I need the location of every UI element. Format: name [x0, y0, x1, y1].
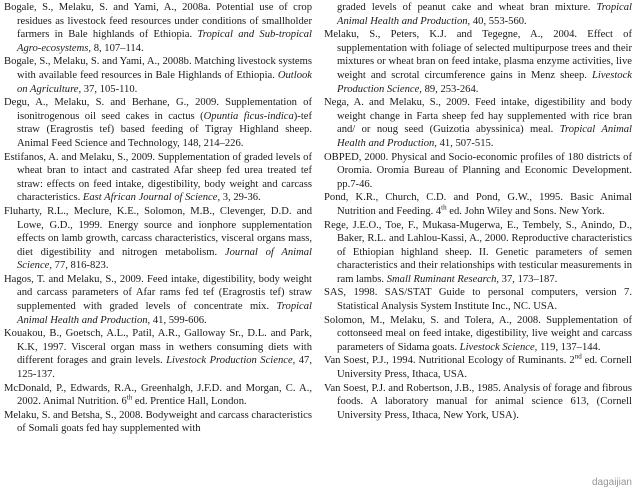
reference-text: Hagos, T. and Melaku, S., 2009. Feed intake, digestibility, body weight and carcass parameters of Afar rams fed tef (Eragrostis tef) straw supplemented with graded levels of concentrate mix. [4, 273, 312, 313]
reference-text: Rege, J.E.O., Toe, F., Mukasa-Mugerwa, E., Tembely, S., Anindo, D., Baker, R.L. and Lahlou-Kassi, A., 2000. Reproductive characteristics of Ethiopian highland sheep. II. Genetic parameters of semen characteristics and their relationships with testicular measurements in ram lambs. [324, 219, 632, 285]
reference-entry [324, 314, 632, 355]
reference-entry [324, 219, 632, 287]
reference-entry [4, 382, 312, 409]
journal-name: Journal of Animal Science, [17, 246, 313, 272]
reference-volume-pages: 8, 107–114. [91, 42, 144, 54]
journal-name: East African Journal of Science, [82, 192, 221, 204]
reference-entry [324, 96, 632, 150]
reference-volume-pages: 37, 105-110. [81, 83, 138, 95]
reference-entry [4, 327, 312, 381]
journal-name: Tropical Animal Health and Production, [17, 301, 312, 326]
reference-text: Melaku, S. and Betsha, S., 2008. Bodyweight and carcass characteristics of Somali goats fed hay supplemented with [4, 409, 312, 435]
reference-entry [324, 191, 632, 218]
reference-volume-pages: )-tef straw (Eragrostis tef) based feeding of Tigray Highland sheep. Animal Feed Science and Technology, 148, 214–226. [17, 110, 313, 149]
journal-name: Tropical Animal Health and Production, [337, 2, 632, 27]
reference-entry [4, 1, 312, 55]
reference-text: Van Soest, P.J., 1994. Nutritional Ecology of Ruminants. 2 [324, 355, 575, 367]
reference-continuation [324, 1, 632, 28]
reference-text: Fluharty, R.L., Meclure, K.E., Solomon, M.B., Clevenger, D.D. and Lowe, G.D., 1999. Energy source and ionphore supplementation effects on lamb growth, carcass characteristics, visceral organs mass, diet digestibility and nitrogen metabolism. [4, 205, 312, 258]
reference-volume-pages: 41, 507-515. [436, 137, 494, 149]
reference-volume-pages: 89, 253-264. [421, 83, 479, 95]
edition-superscript: th [126, 393, 133, 402]
journal-name: Livestock Production Science, [166, 355, 296, 367]
reference-text: Bogale, S., Melaku, S. and Yami, A., 2008a. Potential use of crop residues as livestock feed resources under conditions of smallholder farmers in Bale highlands of Ethiopia. [4, 2, 312, 41]
reference-text: Bogale, S., Melaku, S. and Yami, A., 2008b. Matching livestock systems with available feed resources in Bale Highlands of Ethiopia. [4, 56, 312, 81]
journal-name: Livestock Production Science, [337, 69, 632, 95]
reference-entry [4, 151, 312, 205]
journal-name: Small Ruminant Research, [386, 273, 500, 285]
reference-volume-pages: 40, 553-560. [470, 15, 527, 27]
reference-entry [324, 354, 632, 381]
reference-text: Van Soest, P.J. and Robertson, J.B., 1985. Analysis of forage and fibrous foods. A laboratory manual for animal science 613, (Cornell University Press, Ithaca, New York, USA). [324, 382, 632, 421]
reference-text: OBPED, 2000. Physical and Socio-economic profiles of 180 districts of Oromia. Oromia Bureau of Planning and Economic Development. pp.7-46. [324, 151, 632, 190]
journal-name: Opuntia ficus-indica [203, 110, 294, 122]
reference-text: Pond, K.R., Church, C.D. and Pond, G.W., 1995. Basic Animal Nutrition and Feeding. 4 [324, 192, 632, 217]
reference-volume-pages: 3, 29-36. [220, 192, 261, 204]
journal-name: Tropical and Sub-tropical Agro-ecosystems, [17, 29, 312, 54]
reference-text: SAS, 1998. SAS/STAT Guide to personal computers, version 7. Statistical Analysis System Institute Inc., NC. USA. [324, 287, 632, 313]
reference-entry [4, 55, 312, 96]
reference-entry [4, 205, 312, 273]
right-column [324, 1, 632, 490]
reference-entry [324, 28, 632, 96]
reference-text: graded levels of peanut cake and wheat bran mixture. [337, 2, 597, 13]
reference-text: Kouakou, B., Goetsch, A.L., Patil, A.R., Galloway Sr., D.L. and Park, K.K, 1997. Visceral organ mass in wethers consuming diets with different forages and grain levels. [4, 328, 312, 367]
reference-volume-pages: 47, 125-137. [17, 355, 312, 381]
reference-text: Degu, A., Melaku, S. and Berhane, G., 2009. Supplementation of isonitrogenous oil seed cakes in cactus ( [4, 97, 312, 122]
reference-entry [4, 273, 312, 327]
journal-name: Livestock Science, [459, 341, 538, 353]
reference-entry [324, 382, 632, 423]
left-column [4, 1, 312, 490]
journal-name: Outlook on Agriculture, [17, 69, 312, 95]
reference-text: McDonald, P., Edwards, R.A., Greenhalgh, J.F.D. and Morgan, C. A., 2002. Animal Nutrition. 6 [4, 382, 312, 408]
edition-superscript: th [441, 203, 447, 212]
reference-volume-pages: ed. John Wiley and Sons. New York. [446, 205, 605, 217]
watermark: dagaijian [591, 477, 632, 488]
journal-name: Tropical Animal Health and Production, [337, 124, 632, 149]
reference-entry [324, 286, 632, 313]
reference-text: Solomon, M., Melaku, S. and Tolera, A., 2008. Supplementation of cottonseed meal on feed intake, digestibility, live weight and carcass parameters of Sidama goats. [324, 314, 632, 353]
edition-superscript: nd [574, 352, 582, 361]
reference-text: Nega, A. and Melaku, S., 2009. Feed intake, digestibility and body weight change in Farta sheep fed hay supplemented with rice bran and/ or noug seed (Guizotia abyssinica) meal. [324, 97, 632, 136]
reference-volume-pages: 41, 599-606. [150, 314, 207, 326]
reference-volume-pages: ed. Prentice Hall, London. [132, 396, 247, 408]
reference-volume-pages: 77, 816-823. [52, 260, 109, 272]
reference-entry [324, 151, 632, 192]
reference-text: Estifanos, A. and Melaku, S., 2009. Supplementation of graded levels of wheat bran to intact and castrated Afar sheep fed urea treated tef straw: effects on feed intake, digestibility, body weight and carcass characteristics. [4, 151, 312, 204]
reference-volume-pages: 119, 137–144. [537, 341, 601, 353]
reference-entry [4, 96, 312, 150]
reference-entry [4, 409, 312, 436]
reference-volume-pages: 37, 173–187. [499, 273, 558, 285]
reference-volume-pages: ed. Cornell University Press, Ithaca, USA. [337, 355, 632, 381]
reference-text: Melaku, S., Peters, K.J. and Tegegne, A., 2004. Effect of supplementation with foliage of selected multipurpose trees and their mixtures or wheat bran on feed intake, plasma enzyme activities, live weight and scrotal circumference gains in Menz sheep. [324, 29, 632, 81]
